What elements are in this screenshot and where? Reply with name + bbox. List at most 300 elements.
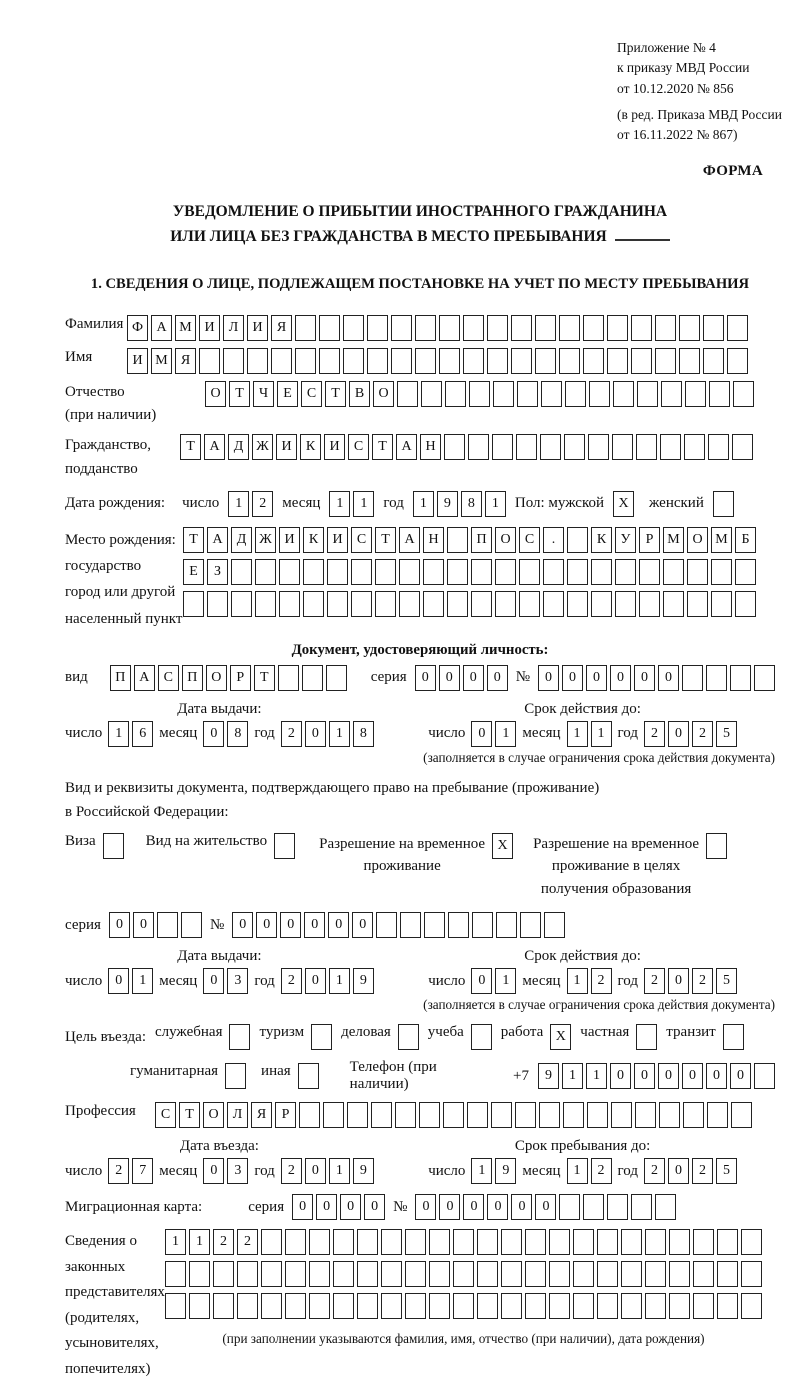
char-cell[interactable] <box>682 665 703 691</box>
char-cell[interactable] <box>645 1261 666 1287</box>
char-cell[interactable] <box>299 1102 320 1128</box>
char-cell[interactable] <box>311 1024 332 1050</box>
char-cell[interactable] <box>309 1261 330 1287</box>
char-cell[interactable] <box>271 348 292 374</box>
char-cell[interactable] <box>376 912 397 938</box>
char-cell[interactable] <box>754 665 775 691</box>
char-cell[interactable] <box>405 1293 426 1319</box>
char-cell[interactable] <box>415 315 436 341</box>
char-cell[interactable] <box>429 1293 450 1319</box>
char-cell[interactable] <box>621 1293 642 1319</box>
char-cell[interactable] <box>639 591 660 617</box>
char-cell[interactable]: Л <box>223 315 244 341</box>
char-cell[interactable] <box>453 1293 474 1319</box>
char-cell[interactable] <box>517 381 538 407</box>
char-cell[interactable] <box>735 591 756 617</box>
char-cell[interactable] <box>165 1293 186 1319</box>
char-cell[interactable] <box>439 315 460 341</box>
char-cell[interactable] <box>421 381 442 407</box>
char-cell[interactable] <box>693 1293 714 1319</box>
char-cell[interactable]: 2 <box>692 1158 713 1184</box>
char-cell[interactable] <box>559 1194 580 1220</box>
char-cell[interactable] <box>541 381 562 407</box>
char-cell[interactable] <box>707 1102 728 1128</box>
char-cell[interactable]: М <box>175 315 196 341</box>
char-cell[interactable] <box>247 348 268 374</box>
char-cell[interactable] <box>165 1261 186 1287</box>
char-cell[interactable]: А <box>151 315 172 341</box>
char-cell[interactable]: 1 <box>567 1158 588 1184</box>
char-cell[interactable]: 0 <box>316 1194 337 1220</box>
char-cell[interactable] <box>367 315 388 341</box>
char-cell[interactable] <box>447 559 468 585</box>
char-cell[interactable] <box>709 381 730 407</box>
char-cell[interactable]: 0 <box>730 1063 751 1089</box>
char-cell[interactable] <box>741 1229 762 1255</box>
char-cell[interactable] <box>295 315 316 341</box>
char-cell[interactable] <box>660 434 681 460</box>
char-cell[interactable] <box>199 348 220 374</box>
char-cell[interactable]: И <box>279 527 300 553</box>
char-cell[interactable]: 8 <box>227 721 248 747</box>
char-cell[interactable] <box>225 1063 246 1089</box>
char-cell[interactable]: 0 <box>634 1063 655 1089</box>
char-cell[interactable] <box>501 1293 522 1319</box>
char-cell[interactable] <box>453 1229 474 1255</box>
char-cell[interactable]: 2 <box>108 1158 129 1184</box>
char-cell[interactable] <box>278 665 299 691</box>
char-cell[interactable] <box>285 1293 306 1319</box>
char-cell[interactable] <box>501 1229 522 1255</box>
char-cell[interactable] <box>563 1102 584 1128</box>
char-cell[interactable] <box>405 1229 426 1255</box>
char-cell[interactable] <box>231 559 252 585</box>
char-cell[interactable] <box>303 559 324 585</box>
char-cell[interactable]: Р <box>639 527 660 553</box>
char-cell[interactable]: О <box>687 527 708 553</box>
char-cell[interactable]: 1 <box>562 1063 583 1089</box>
char-cell[interactable] <box>405 1261 426 1287</box>
char-cell[interactable] <box>453 1261 474 1287</box>
char-cell[interactable]: 5 <box>716 968 737 994</box>
char-cell[interactable]: 1 <box>353 491 374 517</box>
char-cell[interactable] <box>607 1194 628 1220</box>
char-cell[interactable]: 7 <box>132 1158 153 1184</box>
char-cell[interactable]: 0 <box>463 1194 484 1220</box>
char-cell[interactable] <box>587 1102 608 1128</box>
char-cell[interactable]: 1 <box>567 968 588 994</box>
char-cell[interactable] <box>423 559 444 585</box>
char-cell[interactable]: 0 <box>292 1194 313 1220</box>
char-cell[interactable] <box>544 912 565 938</box>
char-cell[interactable] <box>711 591 732 617</box>
char-cell[interactable]: 2 <box>591 1158 612 1184</box>
char-cell[interactable]: 0 <box>203 721 224 747</box>
char-cell[interactable] <box>491 1102 512 1128</box>
char-cell[interactable]: Ф <box>127 315 148 341</box>
char-cell[interactable] <box>525 1229 546 1255</box>
char-cell[interactable] <box>706 833 727 859</box>
char-cell[interactable]: Р <box>230 665 251 691</box>
char-cell[interactable]: И <box>327 527 348 553</box>
char-cell[interactable]: Н <box>423 527 444 553</box>
char-cell[interactable] <box>467 1102 488 1128</box>
char-cell[interactable] <box>597 1229 618 1255</box>
char-cell[interactable] <box>448 912 469 938</box>
char-cell[interactable] <box>285 1229 306 1255</box>
char-cell[interactable] <box>573 1261 594 1287</box>
char-cell[interactable] <box>415 348 436 374</box>
char-cell[interactable] <box>333 1229 354 1255</box>
char-cell[interactable]: 0 <box>668 968 689 994</box>
char-cell[interactable] <box>496 912 517 938</box>
char-cell[interactable]: Я <box>271 315 292 341</box>
char-cell[interactable]: З <box>207 559 228 585</box>
char-cell[interactable]: 0 <box>610 1063 631 1089</box>
char-cell[interactable]: 0 <box>203 1158 224 1184</box>
char-cell[interactable]: 1 <box>485 491 506 517</box>
char-cell[interactable] <box>303 591 324 617</box>
char-cell[interactable]: О <box>205 381 226 407</box>
char-cell[interactable] <box>395 1102 416 1128</box>
char-cell[interactable] <box>583 1194 604 1220</box>
char-cell[interactable]: К <box>303 527 324 553</box>
char-cell[interactable]: 0 <box>535 1194 556 1220</box>
char-cell[interactable] <box>343 348 364 374</box>
char-cell[interactable] <box>367 348 388 374</box>
char-cell[interactable]: 0 <box>256 912 277 938</box>
char-cell[interactable]: 0 <box>280 912 301 938</box>
char-cell[interactable] <box>615 559 636 585</box>
char-cell[interactable]: Я <box>175 348 196 374</box>
char-cell[interactable]: 1 <box>329 491 350 517</box>
char-cell[interactable] <box>708 434 729 460</box>
char-cell[interactable] <box>439 348 460 374</box>
char-cell[interactable]: С <box>155 1102 176 1128</box>
char-cell[interactable]: 0 <box>538 665 559 691</box>
char-cell[interactable]: 0 <box>668 1158 689 1184</box>
char-cell[interactable]: 1 <box>132 968 153 994</box>
char-cell[interactable] <box>679 315 700 341</box>
char-cell[interactable] <box>302 665 323 691</box>
char-cell[interactable] <box>381 1261 402 1287</box>
char-cell[interactable] <box>684 434 705 460</box>
char-cell[interactable]: 3 <box>227 968 248 994</box>
char-cell[interactable] <box>285 1261 306 1287</box>
char-cell[interactable] <box>655 315 676 341</box>
char-cell[interactable] <box>661 381 682 407</box>
char-cell[interactable]: 9 <box>538 1063 559 1089</box>
char-cell[interactable] <box>400 912 421 938</box>
char-cell[interactable] <box>229 1024 250 1050</box>
char-cell[interactable] <box>567 559 588 585</box>
char-cell[interactable]: С <box>351 527 372 553</box>
char-cell[interactable] <box>731 1102 752 1128</box>
char-cell[interactable]: 1 <box>586 1063 607 1089</box>
char-cell[interactable] <box>295 348 316 374</box>
char-cell[interactable] <box>612 434 633 460</box>
char-cell[interactable]: 0 <box>487 1194 508 1220</box>
char-cell[interactable] <box>468 434 489 460</box>
char-cell[interactable] <box>357 1229 378 1255</box>
char-cell[interactable] <box>471 591 492 617</box>
char-cell[interactable]: . <box>543 527 564 553</box>
char-cell[interactable] <box>381 1229 402 1255</box>
char-cell[interactable] <box>613 381 634 407</box>
char-cell[interactable]: К <box>300 434 321 460</box>
char-cell[interactable] <box>597 1261 618 1287</box>
char-cell[interactable] <box>631 1194 652 1220</box>
char-cell[interactable] <box>669 1293 690 1319</box>
char-cell[interactable]: 0 <box>463 665 484 691</box>
char-cell[interactable] <box>543 591 564 617</box>
char-cell[interactable] <box>298 1063 319 1089</box>
char-cell[interactable]: И <box>324 434 345 460</box>
char-cell[interactable] <box>597 1293 618 1319</box>
char-cell[interactable]: Б <box>735 527 756 553</box>
char-cell[interactable] <box>706 665 727 691</box>
char-cell[interactable]: М <box>711 527 732 553</box>
char-cell[interactable]: Я <box>251 1102 272 1128</box>
char-cell[interactable]: 0 <box>658 665 679 691</box>
char-cell[interactable]: М <box>151 348 172 374</box>
char-cell[interactable]: Ж <box>252 434 273 460</box>
char-cell[interactable] <box>213 1261 234 1287</box>
char-cell[interactable] <box>447 527 468 553</box>
char-cell[interactable]: 0 <box>682 1063 703 1089</box>
char-cell[interactable]: Е <box>277 381 298 407</box>
char-cell[interactable] <box>445 381 466 407</box>
char-cell[interactable]: К <box>591 527 612 553</box>
char-cell[interactable] <box>375 559 396 585</box>
char-cell[interactable] <box>487 315 508 341</box>
char-cell[interactable] <box>375 591 396 617</box>
char-cell[interactable] <box>309 1229 330 1255</box>
char-cell[interactable] <box>564 434 585 460</box>
char-cell[interactable]: 1 <box>165 1229 186 1255</box>
char-cell[interactable]: 9 <box>353 968 374 994</box>
char-cell[interactable]: 1 <box>329 968 350 994</box>
char-cell[interactable]: 1 <box>189 1229 210 1255</box>
char-cell[interactable] <box>371 1102 392 1128</box>
char-cell[interactable]: 9 <box>437 491 458 517</box>
char-cell[interactable] <box>607 348 628 374</box>
char-cell[interactable] <box>189 1261 210 1287</box>
char-cell[interactable] <box>399 591 420 617</box>
char-cell[interactable] <box>663 591 684 617</box>
char-cell[interactable] <box>237 1293 258 1319</box>
char-cell[interactable]: 0 <box>706 1063 727 1089</box>
char-cell[interactable]: У <box>615 527 636 553</box>
char-cell[interactable]: 0 <box>352 912 373 938</box>
char-cell[interactable]: 2 <box>213 1229 234 1255</box>
char-cell[interactable] <box>471 559 492 585</box>
char-cell[interactable] <box>567 591 588 617</box>
char-cell[interactable]: В <box>349 381 370 407</box>
char-cell[interactable] <box>423 591 444 617</box>
char-cell[interactable] <box>255 591 276 617</box>
char-cell[interactable] <box>309 1293 330 1319</box>
char-cell[interactable]: О <box>373 381 394 407</box>
char-cell[interactable]: 0 <box>108 968 129 994</box>
char-cell[interactable] <box>631 348 652 374</box>
char-cell[interactable] <box>255 559 276 585</box>
char-cell[interactable] <box>636 1024 657 1050</box>
char-cell[interactable] <box>189 1293 210 1319</box>
char-cell[interactable]: 1 <box>591 721 612 747</box>
char-cell[interactable] <box>261 1293 282 1319</box>
char-cell[interactable] <box>519 591 540 617</box>
char-cell[interactable] <box>549 1293 570 1319</box>
char-cell[interactable] <box>274 833 295 859</box>
char-cell[interactable] <box>685 381 706 407</box>
char-cell[interactable] <box>741 1293 762 1319</box>
char-cell[interactable]: 0 <box>133 912 154 938</box>
char-cell[interactable] <box>471 1024 492 1050</box>
char-cell[interactable] <box>343 315 364 341</box>
char-cell[interactable]: Т <box>183 527 204 553</box>
char-cell[interactable]: 0 <box>109 912 130 938</box>
char-cell[interactable]: 0 <box>487 665 508 691</box>
char-cell[interactable]: И <box>247 315 268 341</box>
char-cell[interactable]: 0 <box>658 1063 679 1089</box>
char-cell[interactable]: 0 <box>562 665 583 691</box>
char-cell[interactable]: 2 <box>252 491 273 517</box>
char-cell[interactable]: 1 <box>495 721 516 747</box>
char-cell[interactable]: И <box>276 434 297 460</box>
char-cell[interactable]: 0 <box>305 968 326 994</box>
char-cell[interactable]: 0 <box>610 665 631 691</box>
char-cell[interactable] <box>183 591 204 617</box>
char-cell[interactable]: 0 <box>232 912 253 938</box>
char-cell[interactable] <box>655 348 676 374</box>
char-cell[interactable] <box>615 591 636 617</box>
char-cell[interactable] <box>424 912 445 938</box>
char-cell[interactable]: О <box>203 1102 224 1128</box>
char-cell[interactable] <box>326 665 347 691</box>
char-cell[interactable] <box>429 1261 450 1287</box>
char-cell[interactable]: 0 <box>511 1194 532 1220</box>
char-cell[interactable]: X <box>613 491 634 517</box>
char-cell[interactable] <box>669 1261 690 1287</box>
char-cell[interactable]: 8 <box>461 491 482 517</box>
char-cell[interactable] <box>327 559 348 585</box>
char-cell[interactable] <box>391 348 412 374</box>
char-cell[interactable] <box>730 665 751 691</box>
char-cell[interactable] <box>645 1229 666 1255</box>
char-cell[interactable] <box>357 1261 378 1287</box>
char-cell[interactable]: М <box>663 527 684 553</box>
char-cell[interactable] <box>443 1102 464 1128</box>
char-cell[interactable]: 0 <box>439 1194 460 1220</box>
char-cell[interactable] <box>703 315 724 341</box>
char-cell[interactable] <box>487 348 508 374</box>
char-cell[interactable]: 1 <box>413 491 434 517</box>
char-cell[interactable]: Ч <box>253 381 274 407</box>
char-cell[interactable]: Л <box>227 1102 248 1128</box>
char-cell[interactable] <box>733 381 754 407</box>
char-cell[interactable] <box>495 559 516 585</box>
char-cell[interactable] <box>447 591 468 617</box>
char-cell[interactable] <box>717 1261 738 1287</box>
char-cell[interactable] <box>631 315 652 341</box>
char-cell[interactable] <box>583 315 604 341</box>
char-cell[interactable] <box>687 591 708 617</box>
char-cell[interactable] <box>717 1229 738 1255</box>
char-cell[interactable]: Т <box>375 527 396 553</box>
char-cell[interactable]: И <box>127 348 148 374</box>
char-cell[interactable] <box>723 1024 744 1050</box>
char-cell[interactable]: Д <box>228 434 249 460</box>
char-cell[interactable] <box>515 1102 536 1128</box>
char-cell[interactable] <box>549 1229 570 1255</box>
char-cell[interactable]: 0 <box>471 968 492 994</box>
char-cell[interactable] <box>181 912 202 938</box>
char-cell[interactable] <box>589 381 610 407</box>
char-cell[interactable] <box>711 559 732 585</box>
char-cell[interactable] <box>444 434 465 460</box>
char-cell[interactable]: 5 <box>716 1158 737 1184</box>
char-cell[interactable] <box>611 1102 632 1128</box>
char-cell[interactable]: 0 <box>328 912 349 938</box>
char-cell[interactable] <box>157 912 178 938</box>
char-cell[interactable] <box>693 1229 714 1255</box>
char-cell[interactable] <box>323 1102 344 1128</box>
char-cell[interactable] <box>535 315 556 341</box>
char-cell[interactable] <box>279 591 300 617</box>
char-cell[interactable] <box>525 1293 546 1319</box>
char-cell[interactable] <box>687 559 708 585</box>
char-cell[interactable] <box>472 912 493 938</box>
char-cell[interactable] <box>636 434 657 460</box>
char-cell[interactable] <box>231 591 252 617</box>
char-cell[interactable]: 8 <box>353 721 374 747</box>
char-cell[interactable] <box>549 1261 570 1287</box>
char-cell[interactable] <box>327 591 348 617</box>
char-cell[interactable]: 2 <box>644 968 665 994</box>
char-cell[interactable] <box>261 1261 282 1287</box>
char-cell[interactable]: 9 <box>495 1158 516 1184</box>
char-cell[interactable]: А <box>396 434 417 460</box>
char-cell[interactable]: Т <box>229 381 250 407</box>
char-cell[interactable] <box>539 1102 560 1128</box>
char-cell[interactable] <box>727 315 748 341</box>
char-cell[interactable]: А <box>207 527 228 553</box>
char-cell[interactable] <box>621 1261 642 1287</box>
char-cell[interactable]: Т <box>372 434 393 460</box>
char-cell[interactable]: И <box>199 315 220 341</box>
char-cell[interactable]: 2 <box>692 968 713 994</box>
char-cell[interactable]: 0 <box>668 721 689 747</box>
char-cell[interactable]: 1 <box>567 721 588 747</box>
char-cell[interactable] <box>525 1261 546 1287</box>
char-cell[interactable] <box>397 381 418 407</box>
char-cell[interactable]: 0 <box>415 665 436 691</box>
char-cell[interactable]: П <box>182 665 203 691</box>
char-cell[interactable]: 0 <box>471 721 492 747</box>
char-cell[interactable]: 2 <box>692 721 713 747</box>
char-cell[interactable]: 0 <box>364 1194 385 1220</box>
char-cell[interactable] <box>621 1229 642 1255</box>
char-cell[interactable]: X <box>492 833 513 859</box>
char-cell[interactable] <box>463 348 484 374</box>
char-cell[interactable]: X <box>550 1024 571 1050</box>
char-cell[interactable] <box>419 1102 440 1128</box>
char-cell[interactable] <box>516 434 537 460</box>
char-cell[interactable]: 2 <box>644 1158 665 1184</box>
char-cell[interactable] <box>333 1293 354 1319</box>
char-cell[interactable]: 0 <box>203 968 224 994</box>
